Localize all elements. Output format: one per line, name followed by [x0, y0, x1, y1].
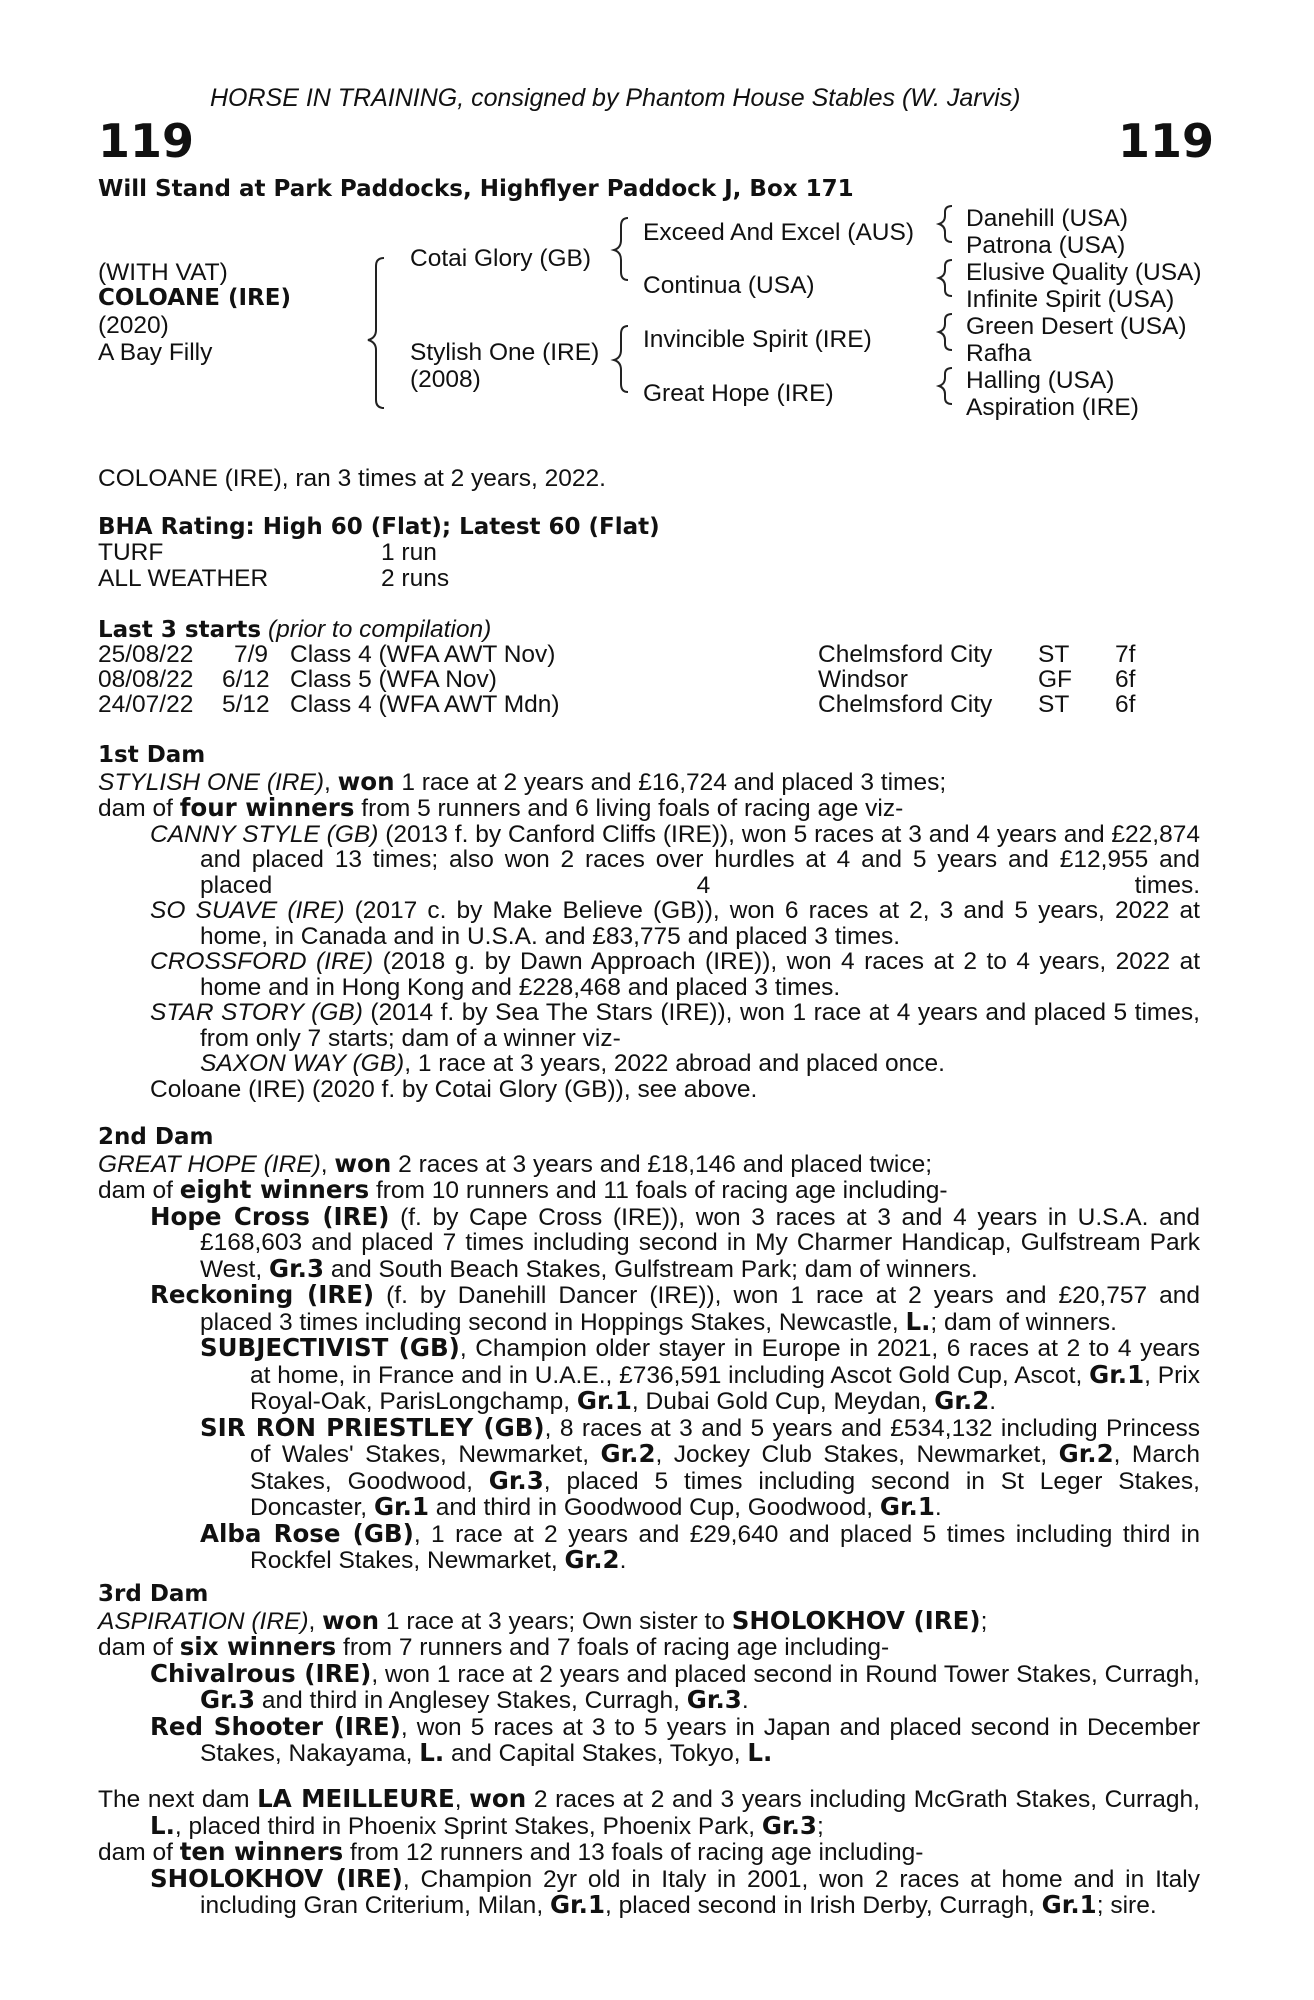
- listed-label: L.: [150, 1810, 175, 1840]
- offspring-record: and Capital Stakes, Tokyo,: [444, 1740, 748, 1767]
- produce-record: from 7 runners and 7 foals of racing age including-: [336, 1634, 890, 1661]
- start-course: Windsor: [818, 666, 908, 693]
- offspring-name: Hope Cross (IRE): [150, 1201, 390, 1231]
- grade-label: Gr.2: [1058, 1439, 1114, 1468]
- horse-name: COLOANE (IRE): [98, 285, 291, 311]
- first-dam-line: STYLISH ONE (IRE), won 1 race at 2 years and £16,724 and placed 3 times;: [98, 766, 947, 796]
- grade-label: Gr.1: [549, 1890, 605, 1919]
- offspring-record: (f. by Cape Cross (IRE)), won 3 races at 3 and 4 years in U.S.A. and £168,603 and placed 7 times including second in My Charmer Handicap, Gulfstream Park West,: [200, 1203, 1200, 1283]
- offspring-record: ; dam of winners.: [930, 1308, 1117, 1336]
- ss-dam: Patrona (USA): [966, 232, 1126, 259]
- next-dam-name: LA MEILLEURE: [257, 1784, 455, 1813]
- ds-dam: Rafha: [966, 340, 1032, 367]
- horse-year: (2020): [98, 312, 169, 339]
- start-race: Class 4 (WFA AWT Nov): [290, 641, 556, 668]
- dam-sire: Invincible Spirit (IRE): [643, 326, 872, 353]
- dam-of-text: dam of: [98, 1839, 180, 1866]
- offspring-entry: [98, 898, 1200, 949]
- grade-label: Gr.2: [934, 1386, 990, 1415]
- third-dam-produce-line: [98, 1634, 1200, 1661]
- won-label: won: [322, 1605, 380, 1635]
- next-dam-prefix: The next dam: [98, 1786, 258, 1813]
- second-dam-record: 2 races at 3 years and £18,146 and placed twice;: [391, 1150, 933, 1178]
- horse-description: A Bay Filly: [98, 339, 213, 366]
- offspring-record: , won 5 races at 3 to 5 years in Japan and placed second in December Stakes, Nakayama,: [200, 1713, 1200, 1767]
- sire-name: Cotai Glory (GB): [410, 245, 592, 272]
- second-dam-section: [98, 1125, 1200, 1574]
- start-race: Class 5 (WFA Nov): [290, 666, 497, 693]
- grand-offspring-record: , March Stakes, Goodwood,: [250, 1441, 1200, 1495]
- dam-of-text: dam of: [98, 1177, 180, 1204]
- offspring-record: , placed second in Irish Derby, Curragh,: [605, 1892, 1042, 1919]
- grand-offspring-record: , placed 5 times including second in St Leger Stakes, Doncaster,: [250, 1467, 1200, 1521]
- third-dam-record: 1 race at 3 years; Own sister to: [379, 1607, 732, 1635]
- second-dam-title: 2nd Dam: [98, 1124, 214, 1150]
- offspring-entry: [98, 1863, 1200, 1919]
- won-label: won: [337, 766, 395, 796]
- grade-label: Gr.2: [564, 1545, 620, 1574]
- start-course: Chelmsford City: [818, 691, 993, 718]
- grand-offspring-record: , 8 races at 3 and 5 years and £534,132 including Princess of Wales' Stakes, Newmarket,: [250, 1414, 1200, 1468]
- sire-sire: Exceed And Excel (AUS): [643, 219, 914, 246]
- sibling-name: SHOLOKHOV (IRE): [731, 1605, 981, 1635]
- grand-offspring-record: , 1 race at 2 years and £29,640 and placed 5 times including third in Rockfel Stakes, Newmarket,: [250, 1520, 1200, 1574]
- rating-surface-aw: ALL WEATHER: [98, 565, 269, 592]
- first-dam-produce-line: [98, 795, 1200, 822]
- next-dam-record: ;: [816, 1812, 824, 1840]
- dam-of-text: dam of: [98, 1634, 180, 1661]
- offspring-record: (2018 g. by Dawn Approach (IRE)), won 4 races at 2 to 4 years, 2022 at home and in Hong Kong and £228,468 and placed 3 times.: [200, 948, 1201, 1001]
- grand-offspring-entry: [98, 1335, 1200, 1415]
- next-dam-record: , placed third in Phoenix Sprint Stakes, Phoenix Park,: [174, 1812, 762, 1840]
- winners-count: ten winners: [179, 1837, 344, 1866]
- first-dam-name: STYLISH ONE (IRE): [98, 768, 324, 796]
- start-race: Class 4 (WFA AWT Mdn): [290, 691, 560, 718]
- next-dam-record: 2 races at 2 and 3 years including McGrath Stakes, Curragh,: [526, 1786, 1200, 1813]
- won-label: won: [469, 1784, 527, 1813]
- grand-offspring-entry: [98, 1412, 1200, 1521]
- vat-note: (WITH VAT): [98, 259, 228, 286]
- offspring-record: ; sire.: [1096, 1892, 1157, 1919]
- offspring-name: SO SUAVE (IRE): [150, 897, 345, 924]
- grand-offspring-record: .: [619, 1547, 627, 1574]
- dd-dam: Aspiration (IRE): [966, 394, 1139, 421]
- grade-label: Gr.3: [268, 1253, 325, 1283]
- start-course: Chelmsford City: [818, 641, 993, 668]
- grade-label: Gr.1: [879, 1492, 935, 1521]
- grand-offspring-entry: [98, 1518, 1200, 1574]
- listed-label: L.: [747, 1738, 773, 1767]
- lot-number-right: 119: [1118, 114, 1215, 168]
- offspring-record: (f. by Danehill Dancer (IRE)), won 1 race at 2 years and £20,757 and placed 3 times including second in Hoppings Stakes, Newcastle,: [200, 1282, 1200, 1336]
- grade-label: Gr.3: [686, 1685, 742, 1714]
- offspring-name: Chivalrous (IRE): [150, 1658, 372, 1688]
- offspring-record: , won 1 race at 2 years and placed second in Round Tower Stakes, Curragh,: [371, 1660, 1200, 1688]
- race-summary: COLOANE (IRE), ran 3 times at 2 years, 2022.: [98, 465, 606, 492]
- start-distance: 7f: [1115, 641, 1136, 668]
- grand-offspring-record: , Prix Royal-Oak, ParisLongchamp,: [250, 1361, 1200, 1415]
- rating-title: BHA Rating: High 60 (Flat); Latest 60 (Flat): [98, 514, 660, 540]
- third-dam-line: ASPIRATION (IRE), won 1 race at 3 years; Own sister to SHOLOKHOV (IRE);: [98, 1605, 988, 1635]
- offspring-entry: [98, 1658, 1200, 1714]
- won-label: won: [334, 1148, 392, 1178]
- start-distance: 6f: [1115, 691, 1136, 718]
- dd-sire: Halling (USA): [966, 367, 1115, 394]
- stand-location: Will Stand at Park Paddocks, Highflyer Paddock J, Box 171: [98, 176, 854, 202]
- dam-year: (2008): [410, 366, 481, 393]
- grand-offspring-record: .: [989, 1388, 997, 1415]
- produce-record: from 5 runners and 6 living foals of racing age viz-: [354, 795, 904, 822]
- offspring-record: , Champion 2yr old in Italy in 2001, won 2 races at home and in Italy including Gran Criterium, Milan,: [200, 1865, 1200, 1919]
- grade-label: Gr.1: [1041, 1890, 1097, 1919]
- offspring-record: (2017 c. by Make Believe (GB)), won 6 races at 2, 3 and 5 years, 2022 at home, in Canada and in U.S.A. and £83,775 and placed 3 times.: [200, 897, 1200, 950]
- second-dam-name: GREAT HOPE (IRE): [98, 1150, 321, 1178]
- offspring-entry: [98, 1077, 1200, 1103]
- grade-label: Gr.1: [576, 1386, 632, 1415]
- grand-offspring-record: and third in Goodwood Cup, Goodwood,: [429, 1494, 880, 1521]
- offspring-entry: [98, 1711, 1200, 1767]
- sire-dam: Continua (USA): [643, 272, 815, 299]
- grand-offspring-record: .: [934, 1494, 942, 1521]
- offspring-entry: [98, 949, 1200, 1000]
- grade-label: Gr.1: [1089, 1359, 1145, 1389]
- grand-offspring-record: , Jockey Club Stakes, Newmarket,: [655, 1441, 1059, 1468]
- start-position: 5/12: [222, 691, 270, 718]
- listed-label: L.: [419, 1738, 445, 1767]
- grand-offspring-name: Alba Rose (GB): [200, 1518, 414, 1548]
- start-date: 25/08/22: [98, 641, 194, 668]
- offspring-name: Red Shooter (IRE): [150, 1711, 401, 1741]
- grand-offspring-record: , Dubai Gold Cup, Meydan,: [631, 1388, 935, 1415]
- offspring-record: and third in Anglesey Stakes, Curragh,: [255, 1687, 687, 1714]
- offspring-record: (2014 f. by Sea The Stars (IRE)), won 1 race at 4 years and placed 5 times, from only 7 starts; dam of a winner viz-: [200, 999, 1200, 1052]
- produce-record: from 12 runners and 13 foals of racing age including-: [343, 1839, 924, 1866]
- grade-label: Gr.2: [600, 1439, 656, 1468]
- start-distance: 6f: [1115, 666, 1136, 693]
- grade-label: Gr.1: [373, 1492, 429, 1521]
- ss-sire: Danehill (USA): [966, 205, 1129, 232]
- offspring-entry: [98, 1000, 1200, 1051]
- second-dam-line: GREAT HOPE (IRE), won 2 races at 3 years and £18,146 and placed twice;: [98, 1148, 933, 1178]
- offspring-name: SHOLOKHOV (IRE): [150, 1863, 403, 1893]
- sd-dam: Infinite Spirit (USA): [966, 286, 1175, 313]
- next-dam-line: [98, 1786, 1200, 1839]
- grand-offspring-record: , Champion older stayer in Europe in 2021, 6 races at 2 to 4 years at home, in France and in U.A.E., £736,591 including Ascot Gold Cup, Ascot,: [250, 1335, 1200, 1389]
- start-going: ST: [1038, 641, 1070, 668]
- third-dam-title: 3rd Dam: [98, 1581, 209, 1607]
- grand-offspring-record: , 1 race at 3 years, 2022 abroad and placed once.: [404, 1050, 945, 1077]
- next-dam-section: [98, 1786, 1200, 1919]
- grand-offspring-name: SIR RON PRIESTLEY (GB): [200, 1412, 545, 1442]
- offspring-entry: [98, 822, 1200, 899]
- offspring-name: CROSSFORD (IRE): [150, 948, 374, 975]
- grade-label: Gr.3: [200, 1685, 256, 1714]
- dam-name: Stylish One (IRE): [410, 339, 600, 366]
- winners-count: six winners: [179, 1632, 337, 1661]
- rating-runs-aw: 2 runs: [381, 565, 450, 592]
- offspring-entry: [98, 1201, 1200, 1283]
- third-dam-record: ;: [980, 1607, 988, 1635]
- grand-offspring-name: SUBJECTIVIST (GB): [200, 1333, 460, 1362]
- first-dam-title: 1st Dam: [98, 742, 206, 768]
- start-date: 08/08/22: [98, 666, 194, 693]
- next-dam-produce-line: [98, 1839, 1200, 1866]
- ds-sire: Green Desert (USA): [966, 313, 1187, 340]
- offspring-record: (2013 f. by Canford Cliffs (IRE)), won 5 races at 3 and 4 years and £22,874 and placed 13 times; also won 2 races over hurdles at 4 and 5 years and £12,955 and placed 4 times.: [200, 820, 1200, 899]
- produce-record: from 10 runners and 11 foals of racing age including-: [369, 1177, 948, 1204]
- second-dam-produce-line: [98, 1177, 1200, 1204]
- offspring-name: STAR STORY (GB): [150, 999, 363, 1026]
- offspring-name: CANNY STYLE (GB): [150, 820, 379, 848]
- lot-number-left: 119: [98, 114, 195, 168]
- starts-note: (prior to compilation): [267, 616, 492, 643]
- listed-label: L.: [905, 1306, 931, 1336]
- offspring-entry: [98, 1282, 1200, 1335]
- first-dam-record: 1 race at 2 years and £16,724 and placed 3 times;: [394, 768, 947, 796]
- offspring-record: .: [741, 1687, 749, 1714]
- grade-label: Gr.3: [761, 1810, 817, 1840]
- offspring-name: Reckoning (IRE): [150, 1280, 375, 1309]
- start-position: 6/12: [222, 666, 270, 693]
- winners-count: eight winners: [179, 1175, 370, 1204]
- rating-runs-turf: 1 run: [381, 539, 437, 566]
- dam-dam: Great Hope (IRE): [643, 380, 834, 407]
- grand-offspring-entry: [98, 1051, 1200, 1077]
- sd-sire: Elusive Quality (USA): [966, 259, 1202, 286]
- first-dam-section: [98, 743, 1200, 1102]
- starts-heading: [98, 617, 491, 644]
- offspring-record: Coloane (IRE) (2020 f. by Cotai Glory (GB)), see above.: [150, 1075, 758, 1103]
- grade-label: Gr.3: [488, 1465, 544, 1495]
- grand-offspring-name: SAXON WAY (GB): [200, 1050, 405, 1077]
- start-going: GF: [1038, 666, 1073, 693]
- start-going: ST: [1038, 691, 1070, 718]
- start-position: 7/9: [234, 641, 269, 668]
- start-date: 24/07/22: [98, 691, 194, 718]
- starts-title: Last 3 starts: [98, 617, 262, 643]
- separator: ,: [454, 1786, 470, 1813]
- dam-of-text: dam of: [98, 795, 180, 822]
- third-dam-name: ASPIRATION (IRE): [98, 1607, 309, 1635]
- third-dam-section: [98, 1582, 1200, 1767]
- winners-count: four winners: [179, 793, 355, 822]
- offspring-record: and South Beach Stakes, Gulfstream Park; dam of winners.: [324, 1255, 978, 1283]
- rating-surface-turf: TURF: [98, 539, 164, 566]
- consignment-line: HORSE IN TRAINING, consigned by Phantom House Stables (W. Jarvis): [210, 84, 1021, 112]
